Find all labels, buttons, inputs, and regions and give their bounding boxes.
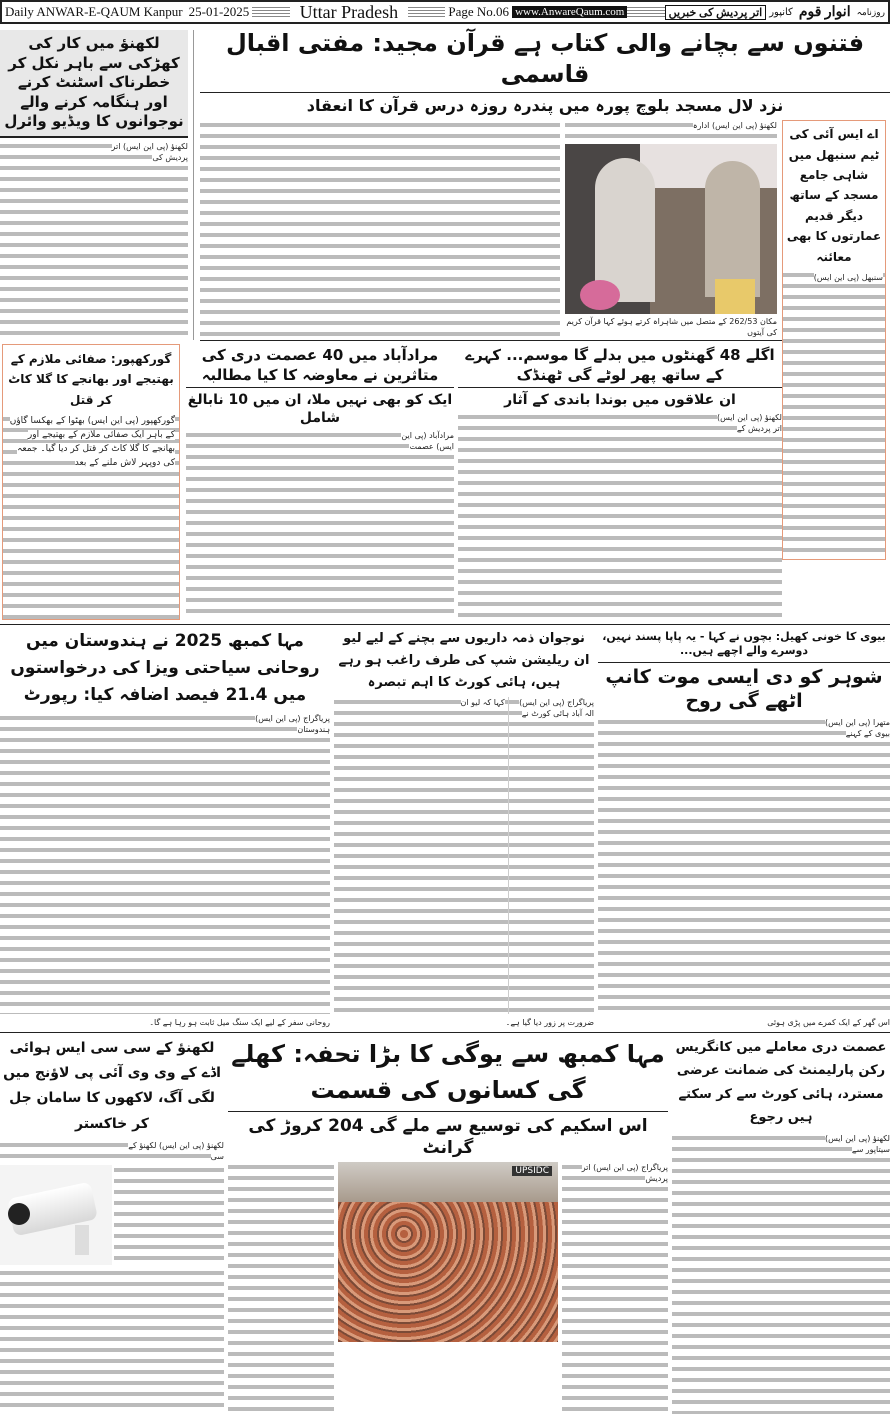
headline-gorakhpur: گورکھپور: صفائی ملازم کے بھتیجے اور بھانجے کا گلا کاٹ کر قتل bbox=[8, 352, 174, 407]
story-airport-body-top bbox=[0, 1140, 224, 1162]
kicker-husband: بیوی کا خونی کھیل: بچوں نے کہا - یہ پاپا پسند نہیں، دوسرے والے اچھے ہیں... bbox=[602, 630, 886, 658]
story-sambhal-body bbox=[783, 270, 885, 559]
headline-live-in: نوجوان ذمہ داریوں سے بچنے کے لیے لیو ان ریلیشن شپ کی طرف راغب ہو رہے ہیں، ہائی کورٹ کا اہم تبصرہ bbox=[338, 631, 590, 691]
headline-weather: اگلے 48 گھنٹوں میں بدلے گا موسم... کہرے کے ساتھ پھر لوٹے گی ٹھنڈک bbox=[458, 346, 782, 388]
headline-yogi: مہا کمبھ سے یوگی کا بڑا تحفہ: کھلے گی کسانوں کی قسمت bbox=[231, 1040, 665, 1104]
subhead-quran: نزد لال مسجد بلوچ پورہ میں پندرہ روزہ درس قرآن کا انعقاد bbox=[306, 96, 784, 116]
story-lead: متھرا (پی این ایس) بیوی کے کہنے bbox=[825, 717, 890, 738]
headline-sambhal: اے ایس آئی کی ٹیم سنبھل میں شاہی جامع مسجد کے ساتھ دیگر قدیم عمارتوں کا بھی معائنہ bbox=[786, 127, 882, 264]
website-link[interactable]: www.AnwareQaum.com bbox=[512, 6, 627, 18]
story-weather bbox=[458, 346, 782, 620]
story-mahakumbh-visa bbox=[0, 628, 330, 1028]
story-husband-body bbox=[598, 717, 890, 1014]
photo-cctv-camera bbox=[0, 1165, 112, 1265]
photo-column bbox=[565, 120, 777, 338]
story-weather-body bbox=[458, 412, 782, 620]
masthead-bar bbox=[0, 0, 890, 24]
headline-moradabad: مرادآباد میں 40 عصمت دری کی متاثرین نے معاوضہ کا کیا مطالبہ bbox=[186, 346, 454, 388]
story-lead: لکھنؤ (پی این ایس) اتر پردیش کے bbox=[716, 413, 782, 434]
story-airport-body bbox=[0, 1268, 224, 1414]
story-husband-end: اس گھر کے ایک کمرے میں پڑی ہوئی bbox=[598, 1017, 890, 1028]
story-visa-body bbox=[0, 713, 330, 1014]
story-moradabad-body bbox=[186, 430, 454, 620]
camera-mount bbox=[75, 1225, 89, 1255]
headline-congress: عصمت دری معاملے میں کانگریس رکن پارلیمنٹ کی ضمانت عرضی مسترد، ہائی کورٹ سے کر سکتے ہیں رجوع bbox=[675, 1040, 887, 1126]
story-congress bbox=[672, 1036, 890, 1414]
story-gorakhpur-body bbox=[3, 414, 179, 619]
sambhal-column bbox=[782, 120, 886, 560]
headline-mahakumbh-visa: مہا کمبھ 2025 نے ہندوستان میں روحانی سیاحتی ویزا کی درخواستوں میں 21.4 فیصد اضافہ کیا: رپورٹ bbox=[10, 631, 320, 706]
divider bbox=[252, 7, 289, 17]
story-moradabad bbox=[186, 346, 454, 620]
story-yogi-body bbox=[562, 1162, 668, 1414]
story-gorakhpur-box bbox=[2, 344, 180, 620]
story-lead: پریاگراج (پی این ایس) اتر پردیش bbox=[581, 1163, 668, 1184]
camera-lens bbox=[8, 1203, 30, 1225]
page-number: Page No.06 bbox=[448, 4, 510, 19]
divider bbox=[200, 340, 782, 341]
story-lead: لکھنؤ (پی این ایس) سیتاپور سے bbox=[824, 1133, 890, 1154]
story-sambhal-box bbox=[782, 120, 886, 560]
story-car-stunt-body bbox=[0, 141, 188, 339]
story-live-in bbox=[334, 628, 594, 1028]
divider bbox=[0, 624, 890, 625]
photo-kumbh-crowd bbox=[338, 1162, 558, 1342]
city-urdu: کانپور bbox=[769, 6, 793, 18]
divider bbox=[627, 7, 664, 17]
photo-caption: مکان 262/53 کے متصل میں شاہراہ کرتے ہوئے کہا قرآن کریم کی آیتوں bbox=[566, 317, 777, 337]
books bbox=[715, 279, 755, 314]
subhead-moradabad: ایک کو بھی نہیں ملا، ان میں 10 نابالغ شامل bbox=[187, 392, 453, 427]
photo-label: UPSIDC bbox=[512, 1166, 552, 1176]
column-rule bbox=[193, 30, 194, 340]
story-lead: مرادآباد (پی این ایس) عصمت bbox=[401, 431, 454, 452]
story-lead: گورکھپور (پی این ایس) بھٹوا کے بھکسا گاؤں کے باہر ایک صفائی ملازم کے بھتیجے اور بھانجے کا گلا کاٹ کر قتل کر دیا گیا۔ جمعہ کی دوپہر لاش ملنے کے بعد bbox=[9, 416, 175, 469]
headline-quran: فتنوں سے بچانے والی کتاب ہے قرآن مجید: مفتی اقبال قاسمی bbox=[200, 28, 890, 93]
story-car-stunt bbox=[0, 30, 188, 338]
story-live-in-end: ضرورت پر زور دیا گیا ہے۔ bbox=[334, 1017, 594, 1028]
story-live-in-body bbox=[334, 697, 594, 1014]
story-congress-body bbox=[672, 1133, 890, 1414]
subhead-weather: ان علاقوں میں بوندا باندی کے آثار bbox=[504, 392, 736, 408]
story-lead: لکھنؤ (پی این ایس) لکھنؤ کے سی bbox=[128, 1140, 224, 1161]
story-lead: پریاگراج (پی این ایس) الہ آباد ہائی کورٹ نے کہا کہ لیو ان bbox=[460, 698, 594, 719]
daily-label: روزنامہ bbox=[856, 6, 885, 17]
paper-name: Daily ANWAR-E-QAUM Kanpur bbox=[5, 4, 183, 19]
headline-car-stunt: لکھنؤ میں کار کی کھڑکی سے باہر نکل کر خطرناک اسٹنٹ کرنے اور ہنگامہ کرنے والے نوجوانوں کا ویڈیو وائرل bbox=[0, 30, 188, 138]
masthead-logo: انوار قوم bbox=[798, 4, 851, 20]
story-lead: لکھنؤ (پی این ایس) اتر پردیش کی bbox=[111, 141, 188, 162]
story-yogi bbox=[228, 1036, 668, 1414]
story-visa-end: روحانی سفر کے لیے ایک سنگ میل ثابت ہو رہا ہے گا۔ bbox=[0, 1017, 330, 1028]
headline-husband: شوہر کو دی ایسی موت کانپ اٹھے گی روح bbox=[598, 662, 890, 714]
story-airport bbox=[0, 1036, 224, 1414]
divider bbox=[0, 1032, 890, 1033]
section-urdu: اتر پردیش کی خبریں bbox=[665, 5, 767, 20]
story-quran-body-top bbox=[565, 120, 777, 142]
story-airport-body-side bbox=[114, 1165, 224, 1265]
divider bbox=[408, 7, 445, 17]
story-quran-body bbox=[200, 120, 560, 338]
story-yogi-body-left bbox=[228, 1162, 334, 1414]
story-lead: لکھنؤ (پی این ایس) ادارہ bbox=[692, 121, 777, 131]
subhead-yogi: اس اسکیم کی توسیع سے ملے گی 204 کروڑ کی گرانٹ bbox=[228, 1111, 668, 1159]
headline-airport: لکھنؤ کے سی سی ایس ہوائی اڈے کے وی وی آئی پی لاؤنج میں لگی آگ، لاکھوں کا سامان جل کر خاکستر bbox=[3, 1040, 221, 1132]
flower-bouquet bbox=[580, 280, 620, 310]
person-right bbox=[705, 161, 760, 297]
photo-clerics-speaking bbox=[565, 144, 777, 314]
story-husband bbox=[598, 630, 890, 1028]
story-quran bbox=[200, 28, 890, 338]
story-lead: سنبھل (پی این ایس) bbox=[813, 272, 883, 282]
section-name: Uttar Pradesh bbox=[299, 1, 399, 22]
issue-date: 25-01-2025 bbox=[188, 4, 250, 19]
story-lead: پریاگراج (پی این ایس) ہندوستان bbox=[255, 713, 330, 734]
